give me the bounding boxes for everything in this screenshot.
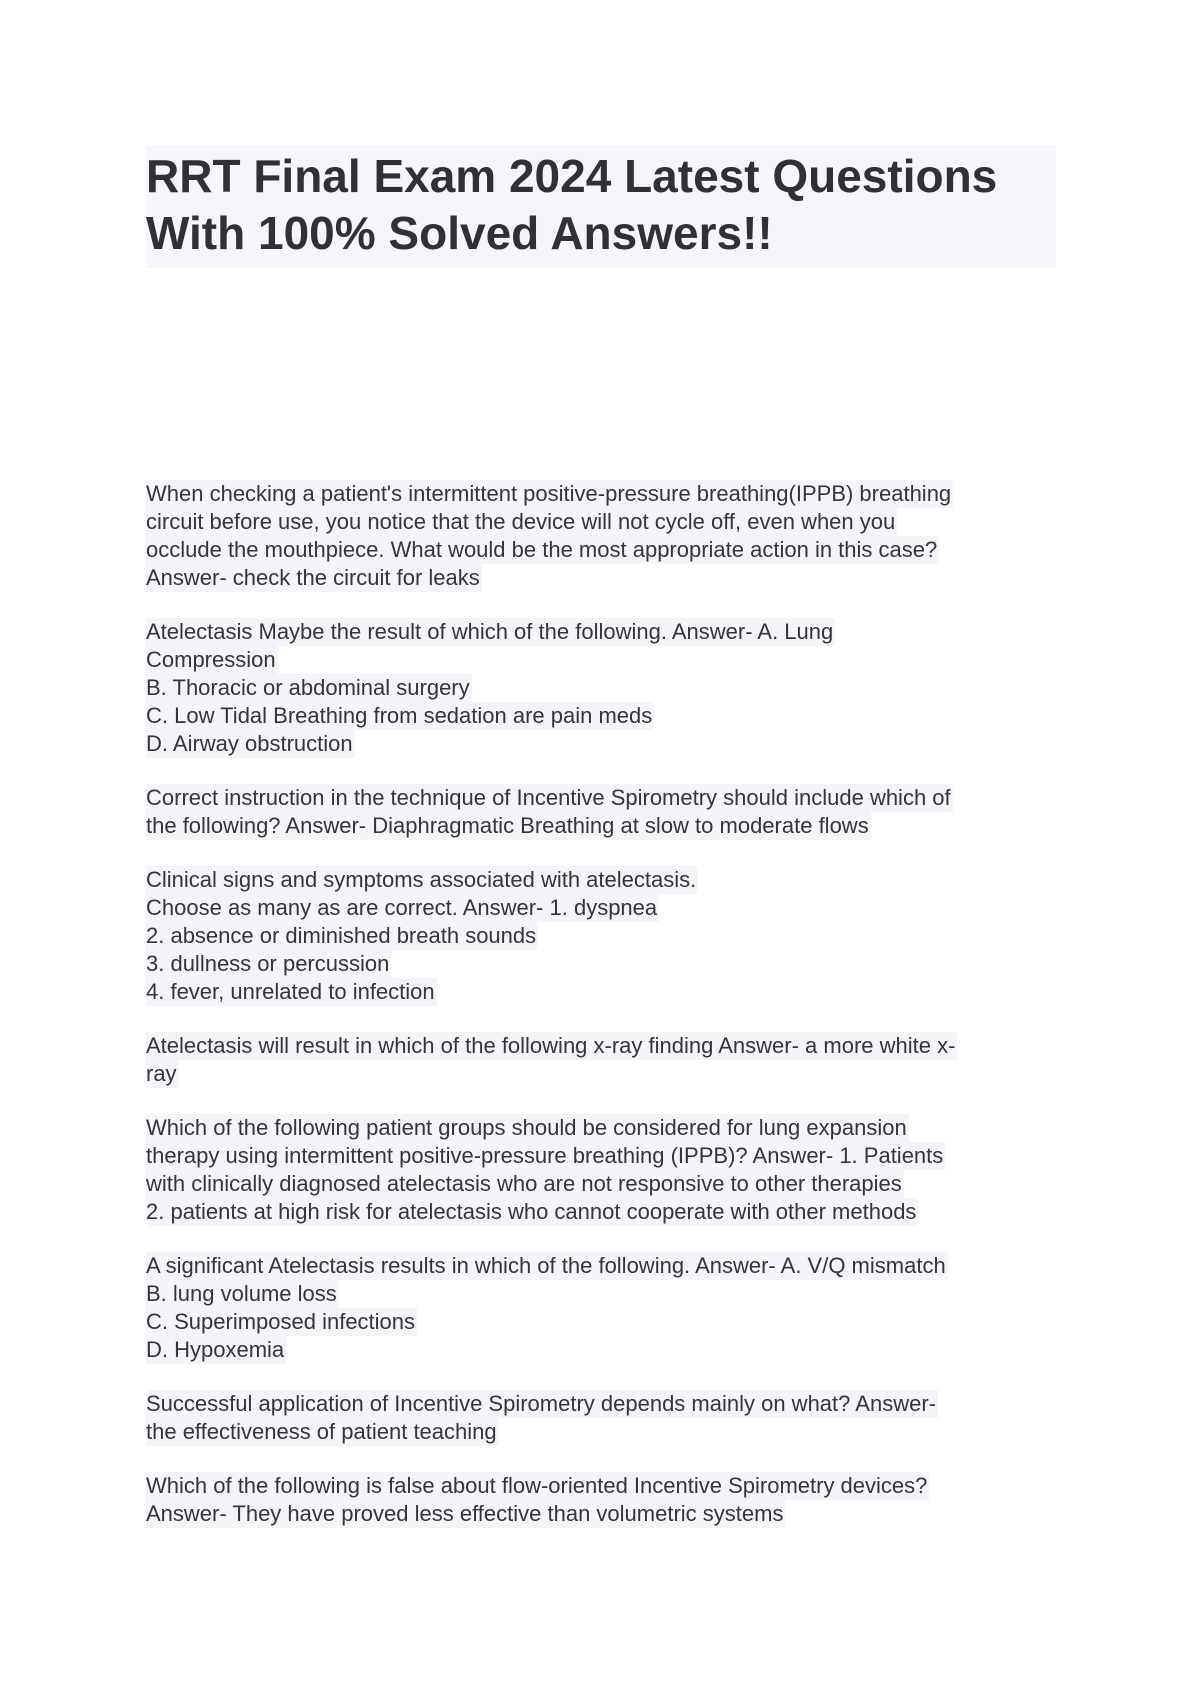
qa-text-line: ray [146, 1061, 177, 1086]
qa-block-7 [146, 1252, 1066, 1364]
qa-text-line: Answer- check the circuit for leaks [146, 565, 480, 590]
qa-text-line: Clinical signs and symptoms associated with atelectasis. [146, 867, 697, 892]
qa-text-line: the following? Answer- Diaphragmatic Breathing at slow to moderate flows [146, 813, 869, 838]
qa-block-2 [146, 618, 1066, 758]
question-answer-list [146, 480, 1066, 1554]
qa-block-5 [146, 1032, 1066, 1088]
qa-text-line: C. Superimposed infections [146, 1309, 416, 1334]
qa-text-line: Correct instruction in the technique of Incentive Spirometry should include which of [146, 785, 951, 810]
title-line-2: With 100% Solved Answers!! [146, 207, 773, 259]
qa-block-1 [146, 480, 1066, 592]
title-line-1: RRT Final Exam 2024 Latest Questions [146, 150, 998, 202]
qa-text-line: occlude the mouthpiece. What would be the most appropriate action in this case? [146, 537, 938, 562]
qa-text-line: Choose as many as are correct. Answer- 1. dyspnea [146, 895, 658, 920]
qa-text-line: D. Airway obstruction [146, 731, 353, 756]
qa-text-line: with clinically diagnosed atelectasis who are not responsive to other therapies [146, 1171, 902, 1196]
qa-text-line: Compression [146, 647, 276, 672]
qa-text-line: 2. patients at high risk for atelectasis who cannot cooperate with other methods [146, 1199, 917, 1224]
qa-text-line: Successful application of Incentive Spirometry depends mainly on what? Answer- [146, 1391, 936, 1416]
qa-text-line: therapy using intermittent positive-pressure breathing (IPPB)? Answer- 1. Patients [146, 1143, 944, 1168]
qa-text-line: Atelectasis Maybe the result of which of the following. Answer- A. Lung [146, 619, 834, 644]
qa-text-line: 4. fever, unrelated to infection [146, 979, 435, 1004]
qa-text-line: B. Thoracic or abdominal surgery [146, 675, 470, 700]
qa-text-line: When checking a patient's intermittent positive-pressure breathing(IPPB) breathing [146, 481, 952, 506]
qa-block-4 [146, 866, 1066, 1006]
qa-block-8 [146, 1390, 1066, 1446]
qa-text-line: B. lung volume loss [146, 1281, 337, 1306]
qa-text-line: 3. dullness or percussion [146, 951, 390, 976]
qa-text-line: D. Hypoxemia [146, 1337, 285, 1362]
qa-text-line: Answer- They have proved less effective than volumetric systems [146, 1501, 784, 1526]
qa-text-line: 2. absence or diminished breath sounds [146, 923, 537, 948]
qa-text-line: A significant Atelectasis results in which of the following. Answer- A. V/Q mismatch [146, 1253, 946, 1278]
qa-text-line: circuit before use, you notice that the device will not cycle off, even when you [146, 509, 896, 534]
qa-block-6 [146, 1114, 1066, 1226]
qa-text-line: C. Low Tidal Breathing from sedation are pain meds [146, 703, 653, 728]
qa-text-line: the effectiveness of patient teaching [146, 1419, 497, 1444]
qa-text-line: Atelectasis will result in which of the following x-ray finding Answer- a more white x- [146, 1033, 956, 1058]
qa-text-line: Which of the following is false about flow-oriented Incentive Spirometry devices? [146, 1473, 928, 1498]
qa-block-3 [146, 784, 1066, 840]
qa-block-9 [146, 1472, 1066, 1528]
qa-text-line: Which of the following patient groups should be considered for lung expansion [146, 1115, 907, 1140]
document-title [146, 146, 1056, 268]
